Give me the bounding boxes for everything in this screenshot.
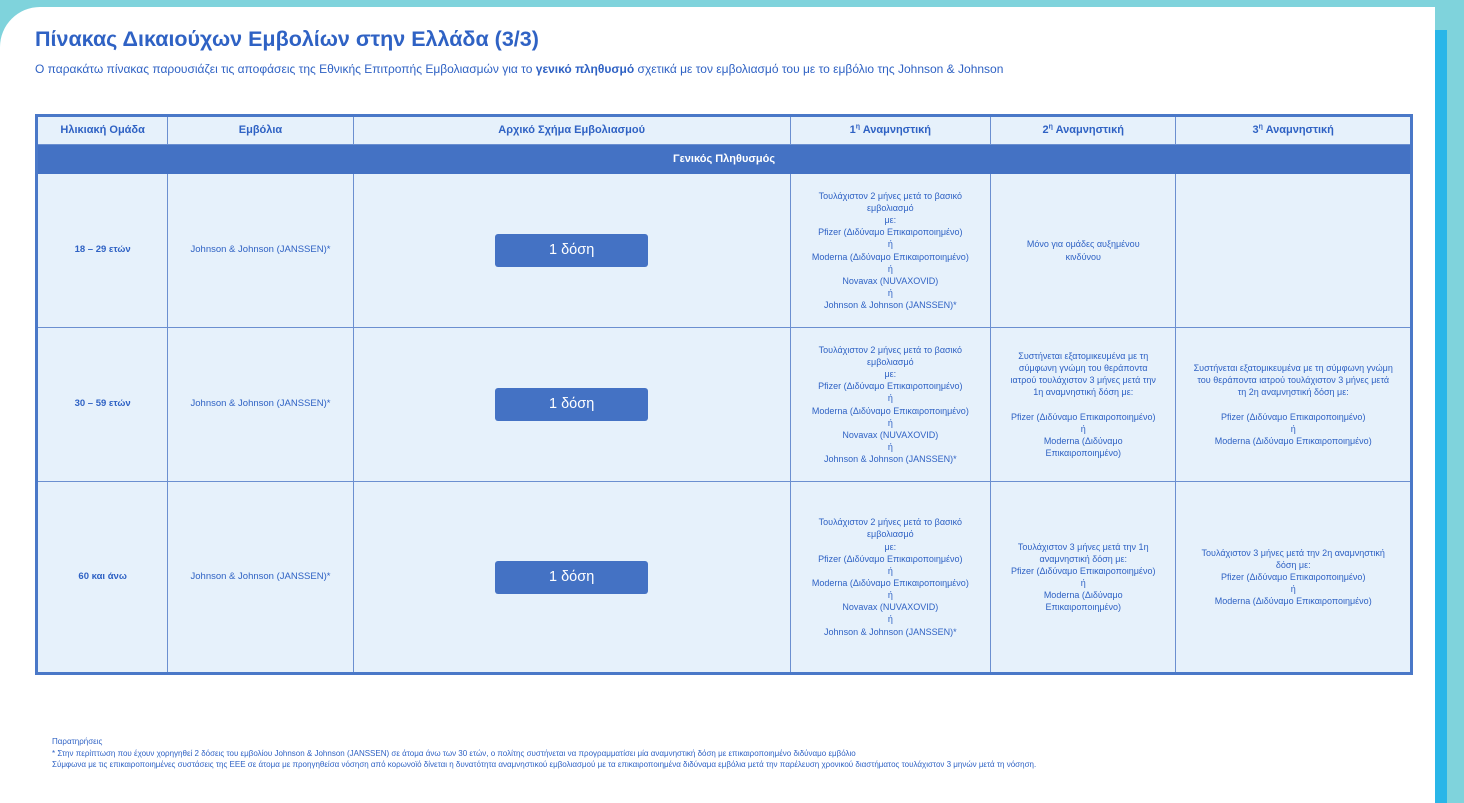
group-label: Γενικός Πληθυσμός bbox=[37, 145, 1412, 174]
cell-line: ή bbox=[887, 590, 893, 601]
cell-line: Moderna (Διδύναμο Επικαιροποιημένο) bbox=[811, 578, 969, 588]
cell-line: Pfizer (Διδύναμο Επικαιροποιημένο) bbox=[1011, 565, 1156, 576]
notes-heading: Παρατηρήσεις bbox=[52, 737, 103, 746]
cell-line: Pfizer (Διδύναμο Επικαιροποιημένο) bbox=[1221, 411, 1366, 422]
cell-line: Συστήνεται εξατομικευμένα με τη bbox=[1018, 350, 1149, 361]
cell-line: Novavax (NUVAXOVID) bbox=[842, 275, 939, 286]
cell-line: ή bbox=[887, 417, 893, 428]
subtitle-bold-text: γενικό πληθυσμό bbox=[535, 62, 635, 76]
booster-3-cell bbox=[1176, 328, 1412, 482]
initial-scheme-cell bbox=[353, 328, 790, 482]
cell-line: του θεράποντα ιατρού τουλάχιστον 3 μήνες μετά bbox=[1197, 375, 1390, 386]
cell-line: ή bbox=[887, 441, 893, 452]
age-group-cell: 60 και άνω bbox=[37, 482, 168, 674]
subtitle-text-end: σχετικά με τον εμβολιασμό του με το εμβόλιο της Johnson & Johnson bbox=[634, 62, 1004, 76]
booster-1-cell bbox=[790, 482, 990, 674]
side-accent-bar bbox=[1435, 30, 1447, 803]
notes-section bbox=[52, 736, 1036, 771]
header-initial-scheme: Αρχικό Σχήμα Εμβολιασμού bbox=[353, 116, 790, 145]
cell-line: Moderna (Διδύναμο Επικαιροποιημένο) bbox=[811, 405, 969, 416]
eligibility-table bbox=[35, 114, 1413, 675]
table-row bbox=[37, 174, 1412, 328]
cell-line: Pfizer (Διδύναμο Επικαιροποιημένο) bbox=[818, 227, 963, 238]
initial-scheme-cell bbox=[353, 174, 790, 328]
age-group-cell: 30 – 59 ετών bbox=[37, 328, 168, 482]
cell-line bbox=[991, 398, 1175, 410]
cell-line: εμβολιασμό bbox=[867, 202, 914, 213]
dose-button[interactable]: 1 δόση bbox=[495, 234, 648, 267]
cell-line: Τουλάχιστον 2 μήνες μετά το βασικό bbox=[818, 344, 963, 355]
cell-line: ή bbox=[887, 239, 893, 250]
cell-line: δόση με: bbox=[1275, 559, 1311, 570]
table-header-row bbox=[37, 116, 1412, 145]
booster-2-cell bbox=[991, 328, 1176, 482]
cell-line: τη 2η αναμνηστική δόση με: bbox=[1237, 387, 1349, 398]
cell-line: Moderna (Διδύναμο Επικαιροποιημένο) bbox=[1214, 435, 1372, 446]
cell-line: ή bbox=[887, 393, 893, 404]
cell-line: ή bbox=[887, 565, 893, 576]
vaccine-cell: Johnson & Johnson (JANSSEN)* bbox=[168, 482, 353, 674]
header-booster-3: $3^\eta$ Αναμνηστική bbox=[1176, 116, 1412, 145]
cell-line: με: bbox=[884, 369, 897, 380]
cell-line: ιατρού τουλάχιστον 3 μήνες μετά την bbox=[1010, 375, 1156, 386]
vaccine-cell: Johnson & Johnson (JANSSEN)* bbox=[168, 328, 353, 482]
cell-line: εμβολιασμό bbox=[867, 356, 914, 367]
cell-line: Moderna (Διδύναμο bbox=[1043, 435, 1123, 446]
booster-1-cell bbox=[790, 328, 990, 482]
table-row bbox=[37, 482, 1412, 674]
group-row-general-population bbox=[37, 145, 1412, 174]
cell-line: Moderna (Διδύναμο Επικαιροποιημένο) bbox=[811, 251, 969, 262]
cell-line: σύμφωνη γνώμη του θεράποντα bbox=[1018, 363, 1148, 373]
header-booster-1: $1^\eta$ Αναμνηστική bbox=[790, 116, 990, 145]
cell-line: ή bbox=[887, 263, 893, 274]
booster-2-cell bbox=[991, 174, 1176, 328]
cell-line: αναμνηστική δόση με: bbox=[1039, 553, 1127, 564]
notes-line-2: Σύμφωνα με τις επικαιροποιημένες συστάσεις της ΕΕΕ σε άτομα με προηγηθείσα νόσηση από κορωνοϊό δίνεται η δυνατότητα αναμνηστικού εμβολιασμού με τα επικαιροποιημένα διδύναμα εμβόλια μετά την παρέλευση χρονικού διαστήματος τουλάχιστον 3 μηνών μετά τη νόσηση. bbox=[52, 760, 1037, 770]
cell-line: με: bbox=[884, 215, 897, 226]
cell-line: Novavax (NUVAXOVID) bbox=[842, 602, 939, 613]
cell-line: Pfizer (Διδύναμο Επικαιροποιημένο) bbox=[818, 553, 963, 564]
cell-line: ή bbox=[1080, 423, 1086, 434]
header-age-group: Ηλικιακή Ομάδα bbox=[37, 116, 168, 145]
cell-line: Pfizer (Διδύναμο Επικαιροποιημένο) bbox=[1011, 411, 1156, 422]
cell-line: ή bbox=[1080, 578, 1086, 588]
dose-button[interactable]: 1 δόση bbox=[495, 388, 648, 421]
dose-button[interactable]: 1 δόση bbox=[495, 561, 648, 594]
booster-1-cell bbox=[790, 174, 990, 328]
cell-line: κινδύνου bbox=[1065, 251, 1101, 262]
table-row bbox=[37, 328, 1412, 482]
vaccine-cell: Johnson & Johnson (JANSSEN)* bbox=[168, 174, 353, 328]
cell-line: με: bbox=[884, 541, 897, 552]
cell-line: Τουλάχιστον 3 μήνες μετά την 2η αναμνηστική bbox=[1201, 547, 1385, 558]
cell-line: Συστήνεται εξατομικευμένα με τη σύμφωνη γνώμη bbox=[1193, 363, 1393, 373]
notes-line-1: * Στην περίπτωση που έχουν χορηγηθεί 2 δόσεις του εμβολίου Johnson & Johnson (JANSSEN) σε άτομα άνω των 30 ετών, ο πολίτης συστήνεται να προγραμματίσει μία αναμνηστική δόση με επικαιροποιημένο διδύναμο εμβόλιο bbox=[52, 748, 856, 758]
cell-line: Moderna (Διδύναμο bbox=[1043, 590, 1123, 601]
cell-line: Pfizer (Διδύναμο Επικαιροποιημένο) bbox=[818, 381, 963, 392]
cell-line: Τουλάχιστον 2 μήνες μετά το βασικό bbox=[818, 517, 963, 528]
cell-line: Pfizer (Διδύναμο Επικαιροποιημένο) bbox=[1221, 571, 1366, 582]
cell-line: Τουλάχιστον 3 μήνες μετά την 1η bbox=[1017, 541, 1149, 552]
page-subtitle bbox=[35, 62, 1003, 76]
cell-line: Τουλάχιστον 2 μήνες μετά το βασικό bbox=[818, 190, 963, 201]
age-group-cell: 18 – 29 ετών bbox=[37, 174, 168, 328]
cell-line: Johnson & Johnson (JANSSEN)* bbox=[824, 300, 957, 311]
booster-3-cell bbox=[1176, 174, 1412, 328]
cell-line: Johnson & Johnson (JANSSEN)* bbox=[824, 626, 957, 637]
cell-line: Επικαιροποιημένο) bbox=[1045, 447, 1122, 458]
cell-line: ή bbox=[887, 287, 893, 298]
cell-line: ή bbox=[1290, 584, 1296, 595]
header-vaccines: Εμβόλια bbox=[168, 116, 353, 145]
cell-line: ή bbox=[887, 614, 893, 625]
booster-3-cell bbox=[1176, 482, 1412, 674]
page-title: Πίνακας Δικαιούχων Εμβολίων στην Ελλάδα (3/3) bbox=[35, 27, 539, 51]
initial-scheme-cell bbox=[353, 482, 790, 674]
subtitle-text-start: Ο παρακάτω πίνακας παρουσιάζει τις αποφάσεις της Εθνικής Επιτροπής Εμβολιασμών για το bbox=[35, 62, 536, 76]
cell-line: Moderna (Διδύναμο Επικαιροποιημένο) bbox=[1214, 596, 1372, 607]
header-booster-2: $2^\eta$ Αναμνηστική bbox=[991, 116, 1176, 145]
cell-line: Επικαιροποιημένο) bbox=[1045, 602, 1122, 613]
cell-line: Johnson & Johnson (JANSSEN)* bbox=[824, 454, 957, 465]
cell-line: ή bbox=[1290, 423, 1296, 434]
booster-2-cell bbox=[991, 482, 1176, 674]
cell-line: Μόνο για ομάδες αυξημένου bbox=[1026, 239, 1140, 250]
cell-line: 1η αναμνηστική δόση με: bbox=[1033, 387, 1134, 398]
cell-line bbox=[1176, 398, 1410, 410]
cell-line: Novavax (NUVAXOVID) bbox=[842, 429, 939, 440]
cell-line: εμβολιασμό bbox=[867, 529, 914, 540]
